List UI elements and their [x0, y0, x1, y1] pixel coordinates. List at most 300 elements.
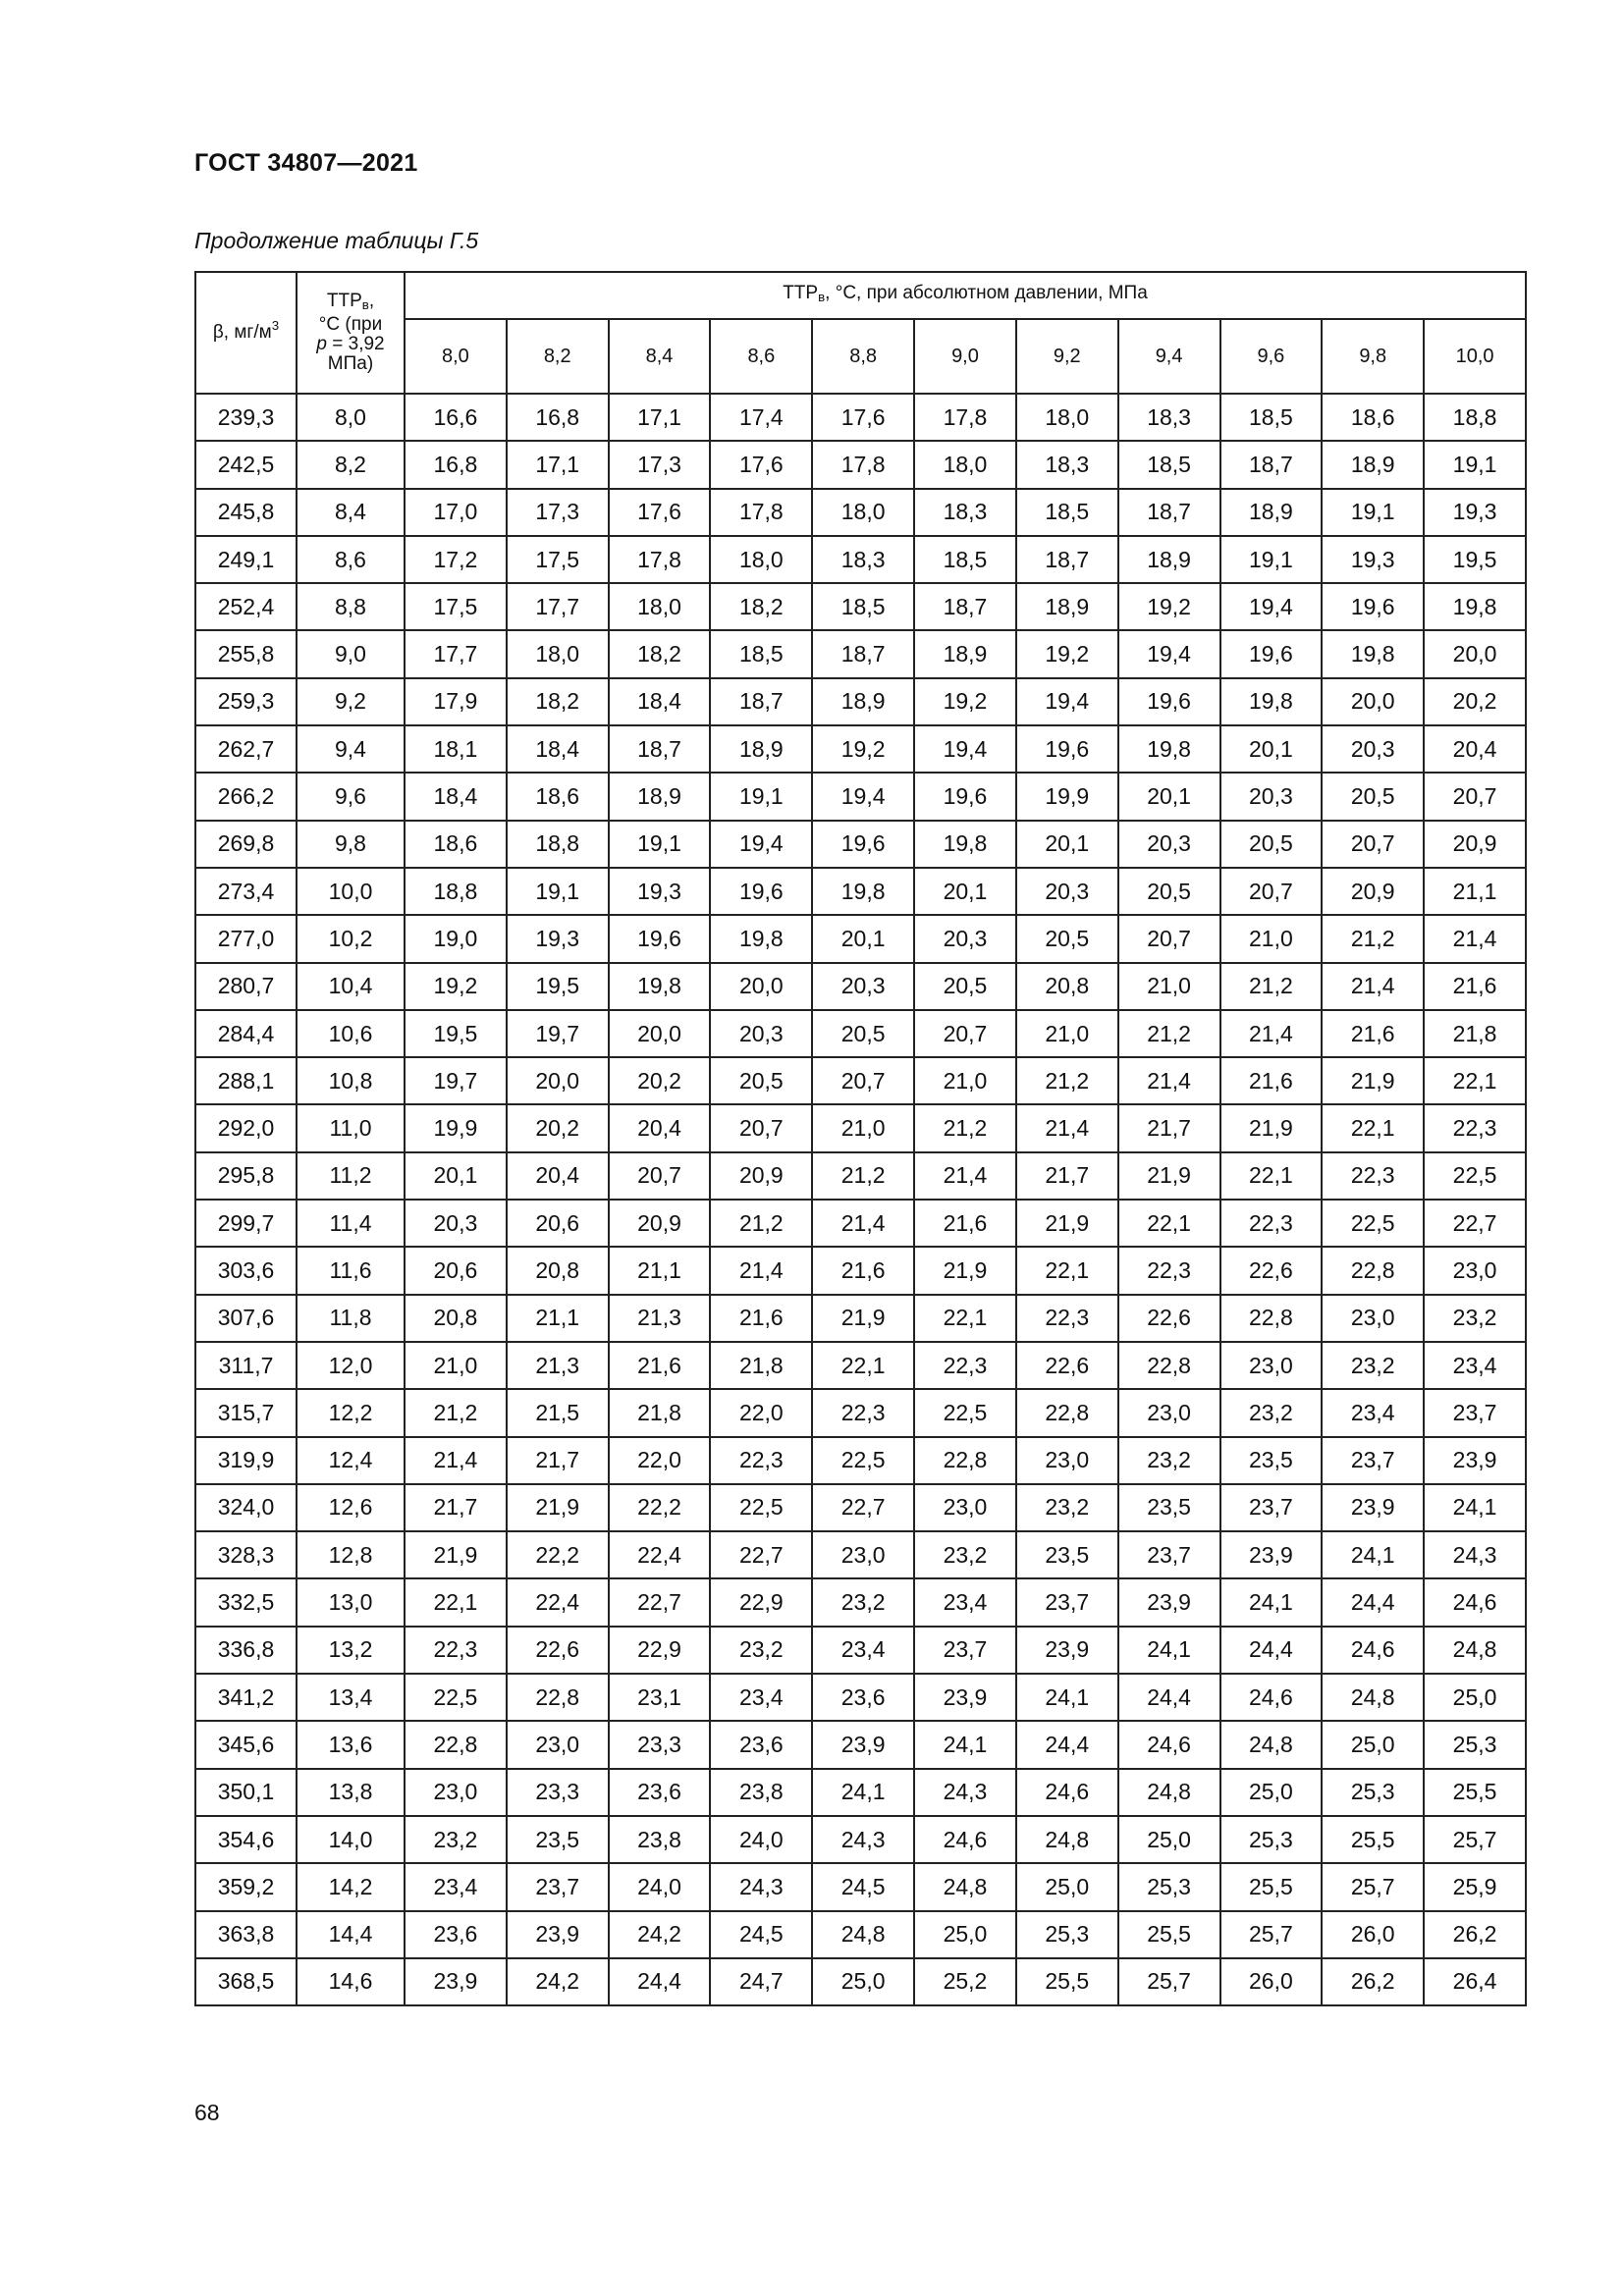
ttr-value-cell: 22,6 — [507, 1627, 609, 1674]
ttr-value-cell: 19,4 — [710, 821, 812, 868]
ttr-value-cell: 20,4 — [507, 1152, 609, 1200]
table-row — [195, 536, 1526, 583]
ttr-value-cell: 20,7 — [710, 1104, 812, 1151]
ttr-value-cell: 19,4 — [1220, 583, 1323, 630]
ttr-value-cell: 20,8 — [507, 1247, 609, 1294]
ttr-value-cell: 17,8 — [710, 489, 812, 536]
table-row — [195, 1911, 1526, 1958]
table-row — [195, 725, 1526, 773]
ttr-value-cell: 19,0 — [405, 915, 507, 962]
ttr-value-cell: 20,7 — [914, 1010, 1016, 1057]
ttr-value-cell: 22,3 — [812, 1389, 914, 1436]
ttr-value-cell: 23,2 — [1016, 1484, 1118, 1531]
ttr-value-cell: 22,3 — [1220, 1200, 1323, 1247]
table-row — [195, 1958, 1526, 2005]
table-row — [195, 630, 1526, 677]
beta-cell: 273,4 — [195, 868, 297, 915]
ttr-value-cell: 20,7 — [1424, 773, 1526, 820]
ttr-reference-cell: 14,2 — [297, 1863, 405, 1910]
ttr-value-cell: 23,5 — [1016, 1531, 1118, 1578]
ttr-value-cell: 23,2 — [1220, 1389, 1323, 1436]
ttr-value-cell: 20,0 — [1322, 678, 1424, 725]
ttr-value-cell: 19,6 — [914, 773, 1016, 820]
ttr-value-cell: 22,3 — [405, 1627, 507, 1674]
ttr-value-cell: 20,3 — [1322, 725, 1424, 773]
ttr-value-cell: 21,0 — [1220, 915, 1323, 962]
ttr-value-cell: 20,6 — [507, 1200, 609, 1247]
ttr-value-cell: 18,0 — [914, 441, 1016, 488]
ttr-value-cell: 20,8 — [405, 1295, 507, 1342]
ttr-value-cell: 22,3 — [1118, 1247, 1220, 1294]
ttr-value-cell: 23,7 — [1322, 1437, 1424, 1484]
ttr-reference-cell: 14,4 — [297, 1911, 405, 1958]
pressure-header-cell: 8,4 — [609, 319, 711, 394]
ttr-value-cell: 16,8 — [507, 394, 609, 441]
ttr-reference-cell: 10,0 — [297, 868, 405, 915]
ttr-value-cell: 22,7 — [1424, 1200, 1526, 1247]
ttr-value-cell: 19,1 — [1220, 536, 1323, 583]
ttr-value-cell: 20,2 — [1424, 678, 1526, 725]
ttr-value-cell: 23,8 — [710, 1769, 812, 1816]
ttr-value-cell: 20,0 — [1424, 630, 1526, 677]
ttr-value-cell: 19,8 — [1118, 725, 1220, 773]
beta-cell: 239,3 — [195, 394, 297, 441]
ttr-value-cell: 24,8 — [1424, 1627, 1526, 1674]
ttr-value-cell: 19,8 — [1424, 583, 1526, 630]
ttr-value-cell: 19,6 — [812, 821, 914, 868]
ttr-value-cell: 17,6 — [812, 394, 914, 441]
ttr-reference-cell: 14,0 — [297, 1816, 405, 1863]
ttr-value-cell: 23,3 — [609, 1721, 711, 1768]
pressure-header-cell: 9,8 — [1322, 319, 1424, 394]
page-number: 68 — [194, 2100, 220, 2125]
beta-cell: 284,4 — [195, 1010, 297, 1057]
ttr-value-cell: 25,0 — [914, 1911, 1016, 1958]
ttr-value-cell: 22,8 — [1118, 1342, 1220, 1389]
ttr-value-cell: 19,2 — [405, 963, 507, 1010]
table-body — [195, 394, 1526, 2005]
ttr-value-cell: 23,0 — [1424, 1247, 1526, 1294]
ttr-value-cell: 20,3 — [405, 1200, 507, 1247]
ttr-value-cell: 18,8 — [507, 821, 609, 868]
beta-cell: 332,5 — [195, 1578, 297, 1626]
ttr-value-cell: 20,9 — [1424, 821, 1526, 868]
ttr-value-cell: 18,7 — [710, 678, 812, 725]
beta-cell: 299,7 — [195, 1200, 297, 1247]
ttr-value-cell: 22,5 — [914, 1389, 1016, 1436]
ttr-value-cell: 18,7 — [812, 630, 914, 677]
ttr-value-cell: 18,6 — [507, 773, 609, 820]
ttr-value-cell: 20,5 — [812, 1010, 914, 1057]
ttr-value-cell: 24,4 — [1220, 1627, 1323, 1674]
ttr-value-cell: 18,2 — [507, 678, 609, 725]
ttr-value-cell: 19,8 — [812, 868, 914, 915]
ttr-value-cell: 23,7 — [914, 1627, 1016, 1674]
ttr-value-cell: 22,8 — [914, 1437, 1016, 1484]
beta-cell: 341,2 — [195, 1674, 297, 1721]
ttr-value-cell: 22,1 — [914, 1295, 1016, 1342]
ttr-value-cell: 22,6 — [1220, 1247, 1323, 1294]
table-caption: Продолжение таблицы Г.5 — [194, 228, 479, 253]
table-row — [195, 1104, 1526, 1151]
ttr-value-cell: 19,4 — [812, 773, 914, 820]
ttr-value-cell: 23,4 — [1322, 1389, 1424, 1436]
ttr-value-cell: 20,3 — [1118, 821, 1220, 868]
beta-cell: 242,5 — [195, 441, 297, 488]
ttr-reference-cell: 9,0 — [297, 630, 405, 677]
ttr-value-cell: 21,7 — [405, 1484, 507, 1531]
pressure-header-cell: 8,8 — [812, 319, 914, 394]
ttr-value-cell: 22,1 — [812, 1342, 914, 1389]
ttr-value-cell: 21,2 — [1220, 963, 1323, 1010]
ttr-value-cell: 24,3 — [1424, 1531, 1526, 1578]
ttr-value-cell: 24,3 — [914, 1769, 1016, 1816]
ttr-value-cell: 19,9 — [1016, 773, 1118, 820]
ttr-value-cell: 17,8 — [914, 394, 1016, 441]
ttr-value-cell: 23,2 — [405, 1816, 507, 1863]
ttr-value-cell: 23,6 — [812, 1674, 914, 1721]
table-row — [195, 1627, 1526, 1674]
ttr-value-cell: 23,2 — [710, 1627, 812, 1674]
ttr-value-cell: 21,9 — [1220, 1104, 1323, 1151]
ttr-value-cell: 21,4 — [1118, 1057, 1220, 1104]
ttr-value-cell: 25,0 — [1424, 1674, 1526, 1721]
ttr-value-cell: 25,3 — [1118, 1863, 1220, 1910]
table-row — [195, 394, 1526, 441]
ttr-value-cell: 21,0 — [1118, 963, 1220, 1010]
ttr-value-cell: 19,7 — [405, 1057, 507, 1104]
ttr-value-cell: 18,9 — [812, 678, 914, 725]
beta-cell: 319,9 — [195, 1437, 297, 1484]
ttr-value-cell: 18,8 — [405, 868, 507, 915]
ttr-reference-cell: 14,6 — [297, 1958, 405, 2005]
ttr-value-cell: 23,0 — [405, 1769, 507, 1816]
ttr-value-cell: 24,8 — [1118, 1769, 1220, 1816]
ttr-reference-cell: 8,8 — [297, 583, 405, 630]
ttr-value-cell: 23,7 — [1016, 1578, 1118, 1626]
table-row — [195, 1484, 1526, 1531]
ttr-reference-cell: 11,4 — [297, 1200, 405, 1247]
ttr-value-cell: 22,0 — [710, 1389, 812, 1436]
ttr-value-cell: 20,2 — [609, 1057, 711, 1104]
ttr-value-cell: 24,0 — [609, 1863, 711, 1910]
ttr-value-cell: 24,3 — [812, 1816, 914, 1863]
ttr-value-cell: 19,5 — [507, 963, 609, 1010]
ttr-value-cell: 23,7 — [1220, 1484, 1323, 1531]
ttr-reference-cell: 11,2 — [297, 1152, 405, 1200]
ttr-value-cell: 20,2 — [507, 1104, 609, 1151]
ttr-value-cell: 21,9 — [1016, 1200, 1118, 1247]
ttr-value-cell: 24,8 — [1322, 1674, 1424, 1721]
ttr-value-cell: 23,5 — [1118, 1484, 1220, 1531]
ttr-value-cell: 25,9 — [1424, 1863, 1526, 1910]
ttr-value-cell: 23,9 — [1220, 1531, 1323, 1578]
ttr-value-cell: 24,1 — [1424, 1484, 1526, 1531]
ttr-value-cell: 20,5 — [710, 1057, 812, 1104]
ttr-value-cell: 21,6 — [710, 1295, 812, 1342]
ttr-value-cell: 19,6 — [1016, 725, 1118, 773]
ttr-value-cell: 20,4 — [609, 1104, 711, 1151]
ttr-value-cell: 23,2 — [914, 1531, 1016, 1578]
ttr-value-cell: 20,1 — [812, 915, 914, 962]
ttr-value-cell: 22,6 — [1118, 1295, 1220, 1342]
ttr-value-cell: 23,3 — [507, 1769, 609, 1816]
ttr-value-cell: 23,0 — [1220, 1342, 1323, 1389]
ttr-value-cell: 21,4 — [710, 1247, 812, 1294]
beta-cell: 336,8 — [195, 1627, 297, 1674]
ttr-value-cell: 19,8 — [1220, 678, 1323, 725]
ttr-value-cell: 21,2 — [812, 1152, 914, 1200]
beta-cell: 277,0 — [195, 915, 297, 962]
beta-cell: 328,3 — [195, 1531, 297, 1578]
ttr-reference-cell: 8,6 — [297, 536, 405, 583]
ttr-value-cell: 17,0 — [405, 489, 507, 536]
ttr-value-cell: 21,0 — [914, 1057, 1016, 1104]
ttr-value-cell: 18,7 — [914, 583, 1016, 630]
ttr-reference-cell: 9,2 — [297, 678, 405, 725]
ttr-value-cell: 19,3 — [1322, 536, 1424, 583]
ttr-value-cell: 21,8 — [1424, 1010, 1526, 1057]
ttr-value-cell: 22,7 — [609, 1578, 711, 1626]
ttr-value-cell: 19,4 — [1118, 630, 1220, 677]
ttr-value-cell: 18,5 — [1016, 489, 1118, 536]
ttr-value-cell: 21,6 — [1424, 963, 1526, 1010]
ttr-value-cell: 23,4 — [914, 1578, 1016, 1626]
ttr-value-cell: 24,1 — [1118, 1627, 1220, 1674]
beta-cell: 311,7 — [195, 1342, 297, 1389]
ttr-reference-cell: 12,4 — [297, 1437, 405, 1484]
ttr-value-cell: 20,8 — [1016, 963, 1118, 1010]
ttr-value-cell: 20,3 — [710, 1010, 812, 1057]
beta-cell: 245,8 — [195, 489, 297, 536]
ttr-value-cell: 23,2 — [1118, 1437, 1220, 1484]
ttr-value-cell: 21,2 — [1016, 1057, 1118, 1104]
beta-cell: 368,5 — [195, 1958, 297, 2005]
ttr-value-cell: 25,7 — [1424, 1816, 1526, 1863]
ttr-value-cell: 23,9 — [812, 1721, 914, 1768]
table-row — [195, 1200, 1526, 1247]
pressure-header-cell: 9,4 — [1118, 319, 1220, 394]
ttr-reference-cell: 10,6 — [297, 1010, 405, 1057]
ttr-value-cell: 25,5 — [1322, 1816, 1424, 1863]
ttr-value-cell: 25,3 — [1424, 1721, 1526, 1768]
ttr-value-cell: 24,6 — [1424, 1578, 1526, 1626]
ttr-value-cell: 18,0 — [812, 489, 914, 536]
ttr-value-cell: 24,2 — [507, 1958, 609, 2005]
ttr-value-cell: 25,5 — [1016, 1958, 1118, 2005]
ttr-value-cell: 23,9 — [914, 1674, 1016, 1721]
ttr-value-cell: 18,8 — [1424, 394, 1526, 441]
beta-cell: 266,2 — [195, 773, 297, 820]
ttr-value-cell: 19,6 — [609, 915, 711, 962]
ttr-value-cell: 23,5 — [507, 1816, 609, 1863]
beta-cell: 315,7 — [195, 1389, 297, 1436]
ttr-value-cell: 18,0 — [710, 536, 812, 583]
table-row — [195, 963, 1526, 1010]
ttr-value-cell: 18,3 — [1118, 394, 1220, 441]
ttr-value-cell: 19,5 — [405, 1010, 507, 1057]
ttr-value-cell: 18,4 — [609, 678, 711, 725]
ttr-value-cell: 23,7 — [1118, 1531, 1220, 1578]
ttr-reference-cell: 9,4 — [297, 725, 405, 773]
ttr-value-cell: 19,1 — [710, 773, 812, 820]
ttr-value-cell: 18,9 — [710, 725, 812, 773]
ttr-value-cell: 22,8 — [507, 1674, 609, 1721]
ttr-value-cell: 18,0 — [1016, 394, 1118, 441]
ttr-value-cell: 18,3 — [812, 536, 914, 583]
ttr-value-cell: 22,5 — [812, 1437, 914, 1484]
ttr-value-cell: 25,2 — [914, 1958, 1016, 2005]
ttr-value-cell: 22,1 — [1016, 1247, 1118, 1294]
beta-cell: 350,1 — [195, 1769, 297, 1816]
ttr-value-cell: 22,1 — [405, 1578, 507, 1626]
ttr-value-cell: 23,5 — [1220, 1437, 1323, 1484]
ttr-value-cell: 20,9 — [609, 1200, 711, 1247]
ttr-value-cell: 24,1 — [812, 1769, 914, 1816]
ttr-value-cell: 17,1 — [507, 441, 609, 488]
ttr-value-cell: 17,3 — [507, 489, 609, 536]
ttr-value-cell: 25,0 — [1016, 1863, 1118, 1910]
ttr-value-cell: 21,6 — [609, 1342, 711, 1389]
beta-cell: 295,8 — [195, 1152, 297, 1200]
ttr-value-cell: 23,4 — [1424, 1342, 1526, 1389]
ttr-value-cell: 19,5 — [1424, 536, 1526, 583]
table-row — [195, 441, 1526, 488]
ttr-value-cell: 21,7 — [1016, 1152, 1118, 1200]
ttr-value-cell: 20,9 — [710, 1152, 812, 1200]
ttr-value-cell: 21,9 — [507, 1484, 609, 1531]
ttr-value-cell: 18,0 — [609, 583, 711, 630]
ttr-value-cell: 22,5 — [1322, 1200, 1424, 1247]
table-row — [195, 1010, 1526, 1057]
beta-cell: 363,8 — [195, 1911, 297, 1958]
ttr-value-cell: 21,9 — [812, 1295, 914, 1342]
ttr-value-cell: 19,8 — [609, 963, 711, 1010]
ttr-value-cell: 26,0 — [1322, 1911, 1424, 1958]
ttr-value-cell: 23,0 — [1322, 1295, 1424, 1342]
table-row — [195, 1057, 1526, 1104]
ttr-value-cell: 24,2 — [609, 1911, 711, 1958]
ttr-value-cell: 17,3 — [609, 441, 711, 488]
ttr-value-cell: 24,5 — [812, 1863, 914, 1910]
ttr-value-cell: 20,5 — [1322, 773, 1424, 820]
ttr-value-cell: 20,0 — [609, 1010, 711, 1057]
ttr-value-cell: 20,1 — [1118, 773, 1220, 820]
ttr-value-cell: 25,7 — [1118, 1958, 1220, 2005]
ttr-value-cell: 23,0 — [914, 1484, 1016, 1531]
ttr-value-cell: 24,6 — [1118, 1721, 1220, 1768]
ttr-value-cell: 22,5 — [405, 1674, 507, 1721]
ttr-value-cell: 25,3 — [1322, 1769, 1424, 1816]
ttr-value-cell: 22,3 — [1322, 1152, 1424, 1200]
ttr-value-cell: 18,5 — [812, 583, 914, 630]
beta-cell: 303,6 — [195, 1247, 297, 1294]
table-row — [195, 1816, 1526, 1863]
ttr-value-cell: 19,8 — [914, 821, 1016, 868]
ttr-value-cell: 18,6 — [1322, 394, 1424, 441]
ttr-value-cell: 19,3 — [1424, 489, 1526, 536]
ttr-value-cell: 24,8 — [1016, 1816, 1118, 1863]
table-row — [195, 1437, 1526, 1484]
ttr-value-cell: 21,6 — [1322, 1010, 1424, 1057]
table-row — [195, 583, 1526, 630]
ttr-value-cell: 20,5 — [1016, 915, 1118, 962]
ttr-value-cell: 21,4 — [1016, 1104, 1118, 1151]
ttr-value-cell: 22,3 — [1424, 1104, 1526, 1151]
beta-cell: 345,6 — [195, 1721, 297, 1768]
beta-cell: 255,8 — [195, 630, 297, 677]
ttr-value-cell: 19,8 — [1322, 630, 1424, 677]
ttr-value-cell: 19,2 — [812, 725, 914, 773]
pressure-group-header: $ТТР_в$, °С, при абсолютном давлении, МПа — [405, 272, 1526, 319]
ttr-reference-cell: 11,6 — [297, 1247, 405, 1294]
ttr-value-cell: 21,2 — [914, 1104, 1016, 1151]
ttr-value-cell: 21,7 — [507, 1437, 609, 1484]
ttr-value-cell: 23,2 — [1424, 1295, 1526, 1342]
ttr-value-cell: 22,2 — [507, 1531, 609, 1578]
ttr-value-cell: 17,6 — [609, 489, 711, 536]
beta-cell: 262,7 — [195, 725, 297, 773]
ttr-value-cell: 21,3 — [507, 1342, 609, 1389]
ttr-value-cell: 20,1 — [1016, 821, 1118, 868]
table-row — [195, 1721, 1526, 1768]
ttr-reference-cell: 8,4 — [297, 489, 405, 536]
ttr-value-cell: 23,9 — [1322, 1484, 1424, 1531]
ttr-value-cell: 25,7 — [1220, 1911, 1323, 1958]
pressure-header-cell: 8,0 — [405, 319, 507, 394]
ttr-value-cell: 22,1 — [1118, 1200, 1220, 1247]
ttr-value-cell: 18,9 — [1016, 583, 1118, 630]
ttr-value-cell: 25,5 — [1118, 1911, 1220, 1958]
ttr-value-cell: 21,6 — [1220, 1057, 1323, 1104]
ttr-value-cell: 23,4 — [710, 1674, 812, 1721]
ttr-reference-cell: 10,2 — [297, 915, 405, 962]
ttr-value-cell: 17,6 — [710, 441, 812, 488]
ttr-value-cell: 26,4 — [1424, 1958, 1526, 2005]
ttr-value-cell: 22,5 — [1424, 1152, 1526, 1200]
ttr-value-cell: 22,1 — [1322, 1104, 1424, 1151]
table-row — [195, 1531, 1526, 1578]
ttr-value-cell: 20,0 — [710, 963, 812, 1010]
ttr-value-cell: 21,4 — [812, 1200, 914, 1247]
table-row — [195, 1863, 1526, 1910]
ttr-value-cell: 18,9 — [1220, 489, 1323, 536]
ttr-reference-column-header: $ТТР_в$, °С (при p = 3,92 МПа) — [297, 272, 405, 394]
ttr-value-cell: 21,9 — [405, 1531, 507, 1578]
ttr-value-cell: 18,2 — [710, 583, 812, 630]
ttr-value-cell: 17,5 — [507, 536, 609, 583]
ttr-value-cell: 25,3 — [1016, 1911, 1118, 1958]
ttr-value-cell: 26,0 — [1220, 1958, 1323, 2005]
beta-cell: 307,6 — [195, 1295, 297, 1342]
ttr-value-cell: 24,6 — [1322, 1627, 1424, 1674]
ttr-reference-cell: 11,0 — [297, 1104, 405, 1151]
ttr-value-cell: 24,4 — [1322, 1578, 1424, 1626]
ttr-value-cell: 24,1 — [914, 1721, 1016, 1768]
ttr-value-cell: 17,8 — [609, 536, 711, 583]
ttr-value-cell: 22,5 — [710, 1484, 812, 1531]
ttr-reference-cell: 13,6 — [297, 1721, 405, 1768]
ttr-reference-cell: 11,8 — [297, 1295, 405, 1342]
ttr-value-cell: 18,6 — [405, 821, 507, 868]
ttr-value-cell: 22,7 — [710, 1531, 812, 1578]
ttr-value-cell: 18,7 — [1118, 489, 1220, 536]
ttr-value-cell: 19,2 — [1016, 630, 1118, 677]
ttr-value-cell: 17,9 — [405, 678, 507, 725]
beta-cell: 292,0 — [195, 1104, 297, 1151]
ttr-value-cell: 21,2 — [710, 1200, 812, 1247]
ttr-value-cell: 19,6 — [1118, 678, 1220, 725]
